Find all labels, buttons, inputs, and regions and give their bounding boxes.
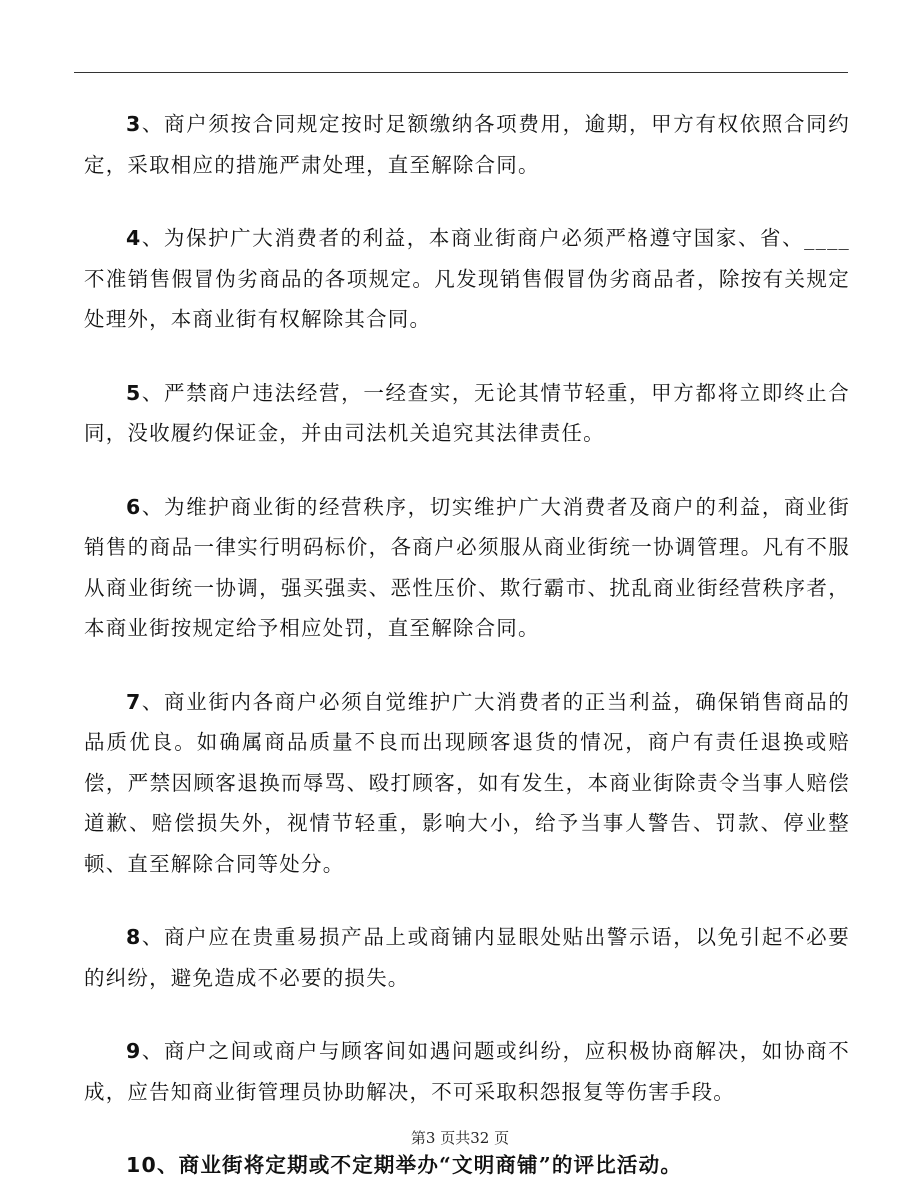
document-body: [84, 104, 850, 1186]
paragraph-6: [84, 487, 850, 649]
paragraph-3: [84, 104, 850, 185]
page-number: 第3 页共32 页: [410, 1129, 510, 1147]
paragraph-text: 、商户之间或商户与顾客间如遇问题或纠纷，应积极协商解决，如协商不成，应告知商业街管理员协助解决，不可采取积怨报复等伤害手段。: [84, 1039, 850, 1104]
paragraph-text: 、商户应在贵重易损产品上或商铺内显眼处贴出警示语，以免引起不必要的纠纷，避免造成不必要的损失。: [84, 925, 850, 990]
paragraph-number: 7: [126, 689, 142, 714]
paragraph-number: 9: [126, 1039, 142, 1063]
paragraph-text: 、为维护商业街的经营秩序，切实维护广大消费者及商户的利益，商业街销售的商品一律实行明码标价，各商户必须服从商业街统一协调管理。凡有不服从商业街统一协调，强买强卖、恶性压价、欺行霸市、扰乱商业街经营秩序者，本商业街按规定给予相应处罚，直至解除合同。: [84, 494, 850, 640]
paragraph-number: 6: [126, 494, 142, 519]
paragraph-4: [84, 218, 850, 340]
paragraph-8: [84, 917, 850, 998]
paragraph-7: [84, 682, 850, 885]
paragraph-number: 10: [126, 1153, 157, 1177]
paragraph-number: 5: [126, 380, 142, 405]
paragraph-text: 、商户须按合同规定按时足额缴纳各项费用，逾期，甲方有权依照合同约定，采取相应的措施严肃处理，直至解除合同。: [84, 112, 850, 177]
paragraph-text: 、商业街内各商户必须自觉维护广大消费者的正当利益，确保销售商品的品质优良。如确属商品质量不良而出现顾客退货的情况，商户有责任退换或赔偿，严禁因顾客退换而辱骂、殴打顾客，如有发生，本商业街除责令当事人赔偿道歉、赔偿损失外，视情节轻重，影响大小，给予当事人警告、罚款、停业整顿、直至解除合同等处分。: [84, 689, 850, 876]
paragraph-number: 3: [126, 112, 142, 136]
paragraph-9: [84, 1031, 850, 1112]
header-rule: [74, 72, 848, 73]
paragraph-10: [84, 1145, 850, 1186]
paragraph-text: 、商业街将定期或不定期举办“文明商铺”的评比活动。: [156, 1153, 683, 1177]
paragraph-text: 、为保护广大消费者的利益，本商业街商户必须严格遵守国家、省、____不准销售假冒伪劣商品的各项规定。凡发现销售假冒伪劣商品者，除按有关规定处理外，本商业街有权解除其合同。: [84, 226, 850, 331]
paragraph-number: 4: [126, 226, 142, 250]
paragraph-5: [84, 373, 850, 454]
paragraph-text: 、严禁商户违法经营，一经查实，无论其情节轻重，甲方都将立即终止合同，没收履约保证金，并由司法机关追究其法律责任。: [84, 380, 850, 445]
paragraph-number: 8: [126, 925, 142, 949]
